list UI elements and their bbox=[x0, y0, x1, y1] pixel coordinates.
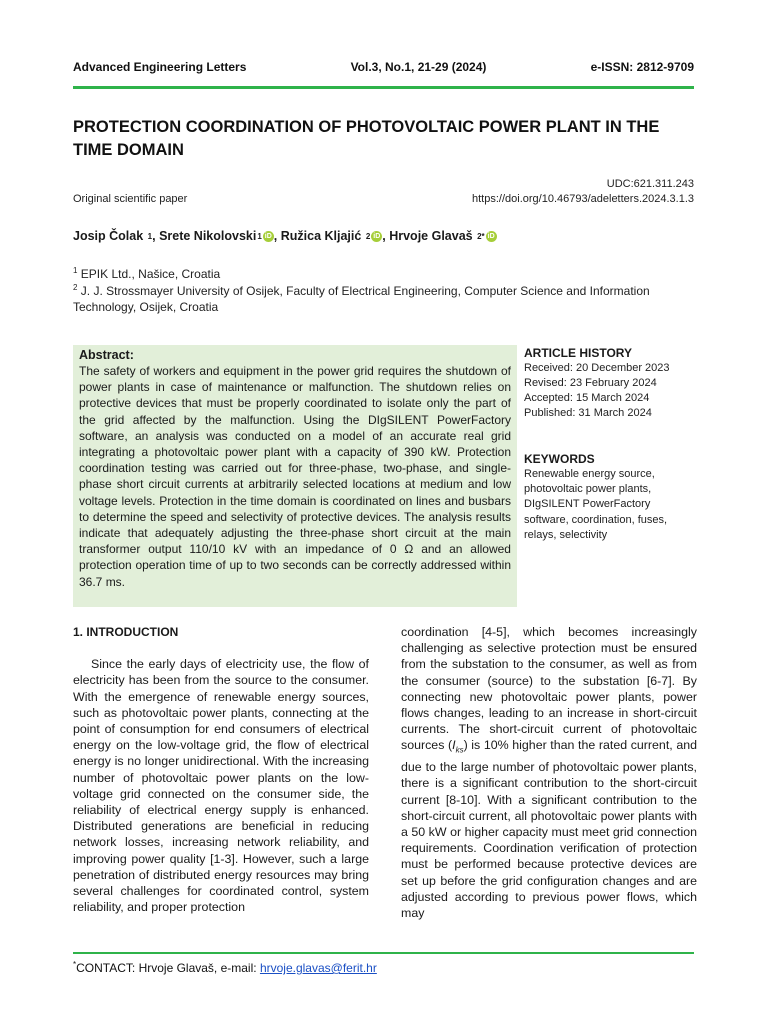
author-list bbox=[73, 229, 497, 243]
history-received: Received: 20 December 2023 bbox=[524, 362, 670, 374]
author-3: Ružica Kljajić 2 iD , bbox=[280, 229, 390, 243]
journal-volume: Vol.3, No.1, 21-29 (2024) bbox=[350, 60, 487, 74]
section-heading-introduction: 1. INTRODUCTION bbox=[73, 625, 179, 639]
orcid-icon[interactable]: iD bbox=[373, 232, 381, 240]
contact-label: CONTACT: Hrvoje Glavaš, e-mail: bbox=[76, 961, 260, 975]
affiliation-mark: 1 bbox=[73, 266, 78, 275]
intro-text-part-1: coordination [4-5], which becomes increasingly challenging as selective protection must be ensured from the substation to the consumer, as well as from the consumer (source) to the substation [6-7]. By connecting new photovoltaic power plants, power flows changes, leading to an increase in short-circuit currents. The short-circuit current of photovoltaic sources ( bbox=[401, 625, 697, 753]
journal-issn: e-ISSN: 2812-9709 bbox=[590, 60, 694, 74]
symbol-iks-subscript: ks bbox=[455, 745, 464, 755]
orcid-icon[interactable]: iD bbox=[264, 232, 272, 240]
article-sidebar bbox=[524, 345, 694, 543]
affiliation-mark: 2 bbox=[73, 283, 78, 292]
intro-paragraph-continued bbox=[401, 624, 697, 921]
keywords-text: Renewable energy source, photovoltaic power plants, DIgSILENT PowerFactory software, coordination, fuses, relays, selectivity bbox=[524, 468, 668, 541]
abstract-heading: Abstract: bbox=[79, 348, 134, 362]
contact-mark: * bbox=[73, 960, 77, 969]
keywords-heading: KEYWORDS bbox=[524, 452, 595, 466]
body-column-left bbox=[73, 624, 369, 915]
history-revised: Revised: 23 February 2024 bbox=[524, 377, 657, 389]
history-accepted: Accepted: 15 March 2024 bbox=[524, 392, 650, 404]
doi-link[interactable]: https://doi.org/10.46793/adeletters.2024.3.1.3 bbox=[472, 193, 694, 205]
udc-code: UDC:621.311.243 bbox=[606, 178, 694, 190]
affiliation-text: J. J. Strossmayer University of Osijek, Faculty of Electrical Engineering, Computer Science and Information Technology, Osijek, Croatia bbox=[73, 284, 650, 314]
paper-page bbox=[73, 0, 697, 1024]
author-name: Ružica Kljajić bbox=[280, 229, 362, 243]
journal-header bbox=[73, 60, 694, 74]
abstract-box bbox=[73, 345, 517, 607]
keywords-block bbox=[524, 451, 694, 543]
affiliation-2 bbox=[73, 280, 694, 315]
journal-name: Advanced Engineering Letters bbox=[73, 60, 247, 74]
author-affil-mark: 2 bbox=[365, 231, 371, 241]
author-affil-mark: 1 bbox=[147, 231, 153, 241]
abstract-text: The safety of workers and equipment in the power grid requires the shutdown of power plants in case of maintenance or malfunction. The shutdown relies on protective devices that must be properly coordinated to isolate only the part of the grid affected by the malfunction. Using the DIgSILENT PowerFactory software, an analysis was conducted on a model of an accurate real grid integrating a photovoltaic power plant with a capacity of 390 kW. Protection coordination testing was carried out for three-phase, two-phase, and single-phase short circuit currents at arbitrarily selected locations at medium and low voltage levels. Protection in the time domain is coordinated on lines and busbars to determine the speed and selectivity of protective devices. The analysis results indicate that adequately adjusting the three-phase short circuit at the main transformer output 110/10 kV with an impedance of 0 Ω and an allowed protection operation time of up to two seconds can be correctly addressed within 36.7 ms. bbox=[79, 364, 511, 589]
contact-footnote bbox=[73, 960, 377, 975]
author-name: Srete Nikolovski bbox=[159, 229, 257, 243]
history-published: Published: 31 March 2024 bbox=[524, 407, 652, 419]
paper-type: Original scientific paper bbox=[73, 193, 188, 205]
paper-title: PROTECTION COORDINATION OF PHOTOVOLTAIC POWER PLANT IN THE TIME DOMAIN bbox=[73, 118, 660, 159]
author-name: Josip Čolak bbox=[73, 229, 144, 243]
author-1: Josip Čolak 1 , bbox=[73, 229, 160, 243]
intro-paragraph: Since the early days of electricity use, the flow of electricity has been from the source to the consumer. With the emergence of renewable energy sources, such as photovoltaic power plants, connecting at the point of consumption for end consumers of electrical energy on the low-voltage grid, the flow of electrical energy is no longer unidirectional. With the increasing number of photovoltaic power plants on the low-voltage grid connected on the consumer side, the reliability of electrical energy supply is enhanced. Distributed generations are beneficial in reducing network losses, increasing network reliability, and improving power quality [1-3]. However, such a large penetration of distributed energy resources may bring several challenges for coordinated control, system reliability, and proper protection bbox=[73, 657, 369, 915]
author-affil-mark: 2* bbox=[477, 231, 485, 241]
intro-text-part-2: ) is 10% higher than the rated current, and due to the large number of photovoltaic power plants, there is a significant contribution to the short-circuit current [8-10]. With a significant contribution to the short-circuit current, all photovoltaic power plants with a 50 kW or higher capacity must meet grid connection requirements. Coordination verification of protection must be performed because protective devices are set up before the grid configuration changes and are adjusted according to previous power flows, which may bbox=[401, 738, 697, 920]
contact-email-link[interactable]: hrvoje.glavas@ferit.hr bbox=[259, 961, 377, 975]
author-4 bbox=[389, 229, 496, 243]
history-heading: ARTICLE HISTORY bbox=[524, 346, 633, 360]
author-2: Srete Nikolovski 1 iD , bbox=[159, 229, 281, 243]
author-affil-mark: 1 bbox=[257, 231, 262, 241]
doi-line bbox=[73, 193, 694, 205]
header-divider bbox=[73, 86, 694, 89]
symbol-iks: I bbox=[452, 738, 456, 753]
footer-divider bbox=[73, 952, 694, 954]
body-column-right bbox=[401, 624, 697, 921]
affiliation-text: EPIK Ltd., Našice, Croatia bbox=[80, 267, 221, 281]
orcid-icon[interactable]: iD bbox=[487, 232, 495, 240]
author-name: Hrvoje Glavaš bbox=[389, 229, 473, 243]
